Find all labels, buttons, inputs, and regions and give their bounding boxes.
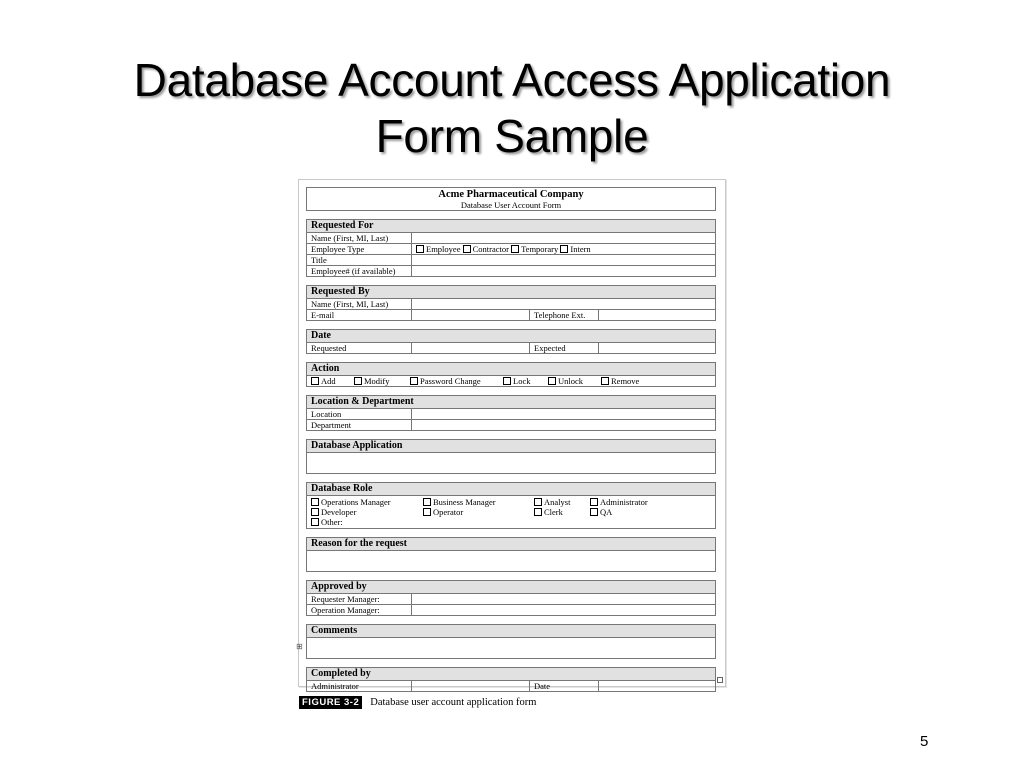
checkbox-icon <box>311 508 319 516</box>
field-label: Employee# (if available) <box>307 266 412 276</box>
operator-option[interactable]: Operator <box>423 507 463 517</box>
section-database-role <box>306 482 716 529</box>
checkbox-icon <box>590 508 598 516</box>
form-image <box>296 179 726 691</box>
section-comments <box>306 624 716 659</box>
title-field[interactable] <box>412 255 715 265</box>
operations-manager-option[interactable]: Operations Manager <box>311 497 391 507</box>
form-row <box>307 409 715 420</box>
company-name: Acme Pharmaceutical Company <box>438 189 584 200</box>
section-database-application <box>306 439 716 474</box>
section-date <box>306 329 716 354</box>
checkbox-icon <box>311 498 319 506</box>
analyst-option[interactable]: Analyst <box>534 497 570 507</box>
checkbox-icon <box>590 498 598 506</box>
section-title: Database Role <box>307 483 715 496</box>
slide-title-line-1: Database Account Access Application <box>133 54 891 106</box>
field-label: Title <box>307 255 412 265</box>
checkbox-icon <box>548 377 556 385</box>
section-approved-by <box>306 580 716 616</box>
telephone-field[interactable] <box>599 310 715 320</box>
other-option[interactable]: Other: <box>311 517 343 527</box>
checkbox-icon <box>534 508 542 516</box>
form-row <box>307 255 715 266</box>
email-field[interactable] <box>412 310 530 320</box>
resize-handle-icon <box>717 677 723 683</box>
checkbox-icon <box>423 498 431 506</box>
unlock-option[interactable]: Unlock <box>548 376 583 386</box>
comments-field[interactable] <box>307 638 715 658</box>
checkbox-icon <box>410 377 418 385</box>
form-row <box>307 343 715 353</box>
temporary-option[interactable]: Temporary <box>511 244 558 254</box>
form-header <box>306 187 716 211</box>
operation-manager-field[interactable] <box>412 605 715 615</box>
checkbox-icon <box>601 377 609 385</box>
figure-caption <box>299 695 536 709</box>
requested-date-field[interactable] <box>412 343 530 353</box>
location-field[interactable] <box>412 409 715 419</box>
section-title: Requested For <box>307 220 715 233</box>
contractor-option[interactable]: Contractor <box>463 244 509 254</box>
form-row <box>307 299 715 310</box>
form-row <box>307 681 715 691</box>
field-label: Date <box>530 681 599 691</box>
section-title: Date <box>307 330 715 343</box>
action-options <box>307 376 715 386</box>
form-body <box>306 187 716 692</box>
completed-date-field[interactable] <box>599 681 715 691</box>
field-label: Telephone Ext. <box>530 310 599 320</box>
section-requested-for <box>306 219 716 277</box>
form-row <box>307 594 715 605</box>
field-label: Department <box>307 420 412 430</box>
section-title: Approved by <box>307 581 715 594</box>
employee-number-field[interactable] <box>412 266 715 276</box>
field-label: Administrator <box>307 681 412 691</box>
reason-field[interactable] <box>307 551 715 571</box>
field-label: E-mail <box>307 310 412 320</box>
field-label: Expected <box>530 343 599 353</box>
add-option[interactable]: Add <box>311 376 336 386</box>
section-requested-by <box>306 285 716 321</box>
form-row <box>307 266 715 276</box>
form-row <box>307 233 715 244</box>
remove-option[interactable]: Remove <box>601 376 639 386</box>
field-label: Location <box>307 409 412 419</box>
page-number: 5 <box>920 733 929 750</box>
clerk-option[interactable]: Clerk <box>534 507 563 517</box>
section-completed-by <box>306 667 716 692</box>
section-title: Completed by <box>307 668 715 681</box>
requester-name-field[interactable] <box>412 299 715 309</box>
developer-option[interactable]: Developer <box>311 507 356 517</box>
section-title: Reason for the request <box>307 538 715 551</box>
checkbox-icon <box>311 518 319 526</box>
administrator-option[interactable]: Administrator <box>590 497 648 507</box>
business-manager-option[interactable]: Business Manager <box>423 497 496 507</box>
section-title: Comments <box>307 625 715 638</box>
intern-option[interactable]: Intern <box>560 244 590 254</box>
checkbox-icon <box>534 498 542 506</box>
table-move-handle-icon: ⊞ <box>296 642 303 651</box>
checkbox-icon <box>503 377 511 385</box>
form-name: Database User Account Form <box>460 200 562 210</box>
slide-title <box>0 52 1024 164</box>
form-row <box>307 605 715 615</box>
database-application-field[interactable] <box>307 453 715 473</box>
section-title: Action <box>307 363 715 376</box>
checkbox-icon <box>416 245 424 253</box>
checkbox-icon <box>354 377 362 385</box>
slide-title-line-2: Form Sample <box>375 110 649 162</box>
employee-option[interactable]: Employee <box>416 244 460 254</box>
figure-label: FIGURE 3-2 <box>299 696 362 709</box>
checkbox-icon <box>511 245 519 253</box>
figure-caption-text: Database user account application form <box>370 696 537 708</box>
database-role-options <box>307 496 715 528</box>
form-row <box>307 244 715 255</box>
checkbox-icon <box>311 377 319 385</box>
section-reason <box>306 537 716 572</box>
expected-date-field[interactable] <box>599 343 715 353</box>
modify-option[interactable]: Modify <box>354 376 390 386</box>
password-change-option[interactable]: Password Change <box>410 376 481 386</box>
checkbox-icon <box>560 245 568 253</box>
lock-option[interactable]: Lock <box>503 376 530 386</box>
field-label: Name (First, MI, Last) <box>307 233 412 243</box>
administrator-field[interactable] <box>412 681 530 691</box>
field-label: Requester Manager: <box>307 594 412 604</box>
form-row <box>307 420 715 430</box>
section-title: Location & Department <box>307 396 715 409</box>
qa-option[interactable]: QA <box>590 507 612 517</box>
field-label: Requested <box>307 343 412 353</box>
employee-type-options <box>412 244 715 254</box>
form-row <box>307 310 715 320</box>
requester-manager-field[interactable] <box>412 594 715 604</box>
section-location-department <box>306 395 716 431</box>
section-title: Requested By <box>307 286 715 299</box>
field-label: Operation Manager: <box>307 605 412 615</box>
section-title: Database Application <box>307 440 715 453</box>
department-field[interactable] <box>412 420 715 430</box>
field-label: Employee Type <box>307 244 412 254</box>
checkbox-icon <box>423 508 431 516</box>
section-action <box>306 362 716 387</box>
checkbox-icon <box>463 245 471 253</box>
field-label: Name (First, MI, Last) <box>307 299 412 309</box>
name-field[interactable] <box>412 233 715 243</box>
